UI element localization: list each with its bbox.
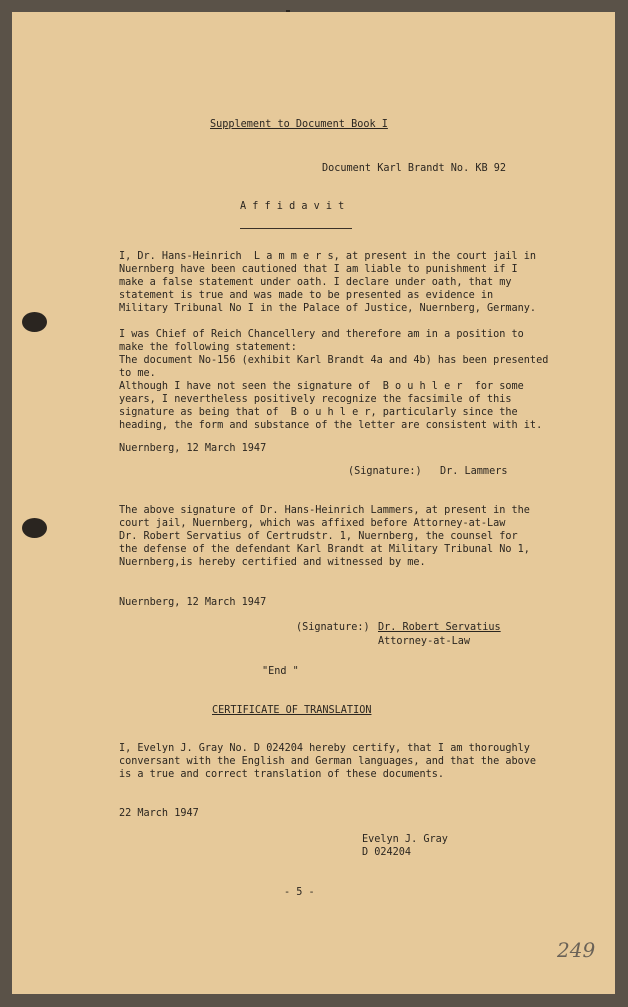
translation-date: 22 March 1947 [119,808,199,819]
paragraph-2-line: I was Chief of Reich Chancellery and therefore am in a position to [119,329,524,340]
place-date-1: Nuernberg, 12 March 1947 [119,443,267,454]
certification-line: Dr. Robert Servatius of Certrudstr. 1, Nuernberg, the counsel for [119,531,518,542]
translation-line: I, Evelyn J. Gray No. D 024204 hereby certify, that I am thoroughly [119,743,530,754]
paragraph-2-line: to me. [119,368,156,379]
paragraph-1-line: Nuernberg have been cautioned that I am liable to punishment if I [119,264,518,275]
supplement-heading: Supplement to Document Book I [210,119,388,130]
paragraph-1-line: Military Tribunal No I in the Palace of Justice, Nuernberg, Germany. [119,303,537,314]
translator-name: Evelyn J. Gray [362,834,448,845]
paragraph-1-line: statement is true and was made to be presented as evidence in [119,290,494,301]
translation-line: is a true and correct translation of these documents. [119,769,445,780]
paragraph-2-line: Although I have not seen the signature of B o u h l e r for some [119,381,524,392]
end-marker: "End " [262,666,299,677]
document-page [12,12,615,994]
handwritten-page-number: 249 [557,938,596,962]
paragraph-2-line: heading, the form and substance of the letter are consistent with it. [119,420,543,431]
paragraph-1-line: I, Dr. Hans-Heinrich L a m m e r s, at present in the court jail in [119,251,537,262]
punch-hole-lower [22,518,47,538]
certification-line: the defense of the defendant Karl Brandt at Military Tribunal No 1, [119,544,530,555]
signature-lammers: (Signature:) Dr. Lammers [348,466,508,477]
affidavit-title: A f f i d a v i t [240,201,345,212]
attorney-title: Attorney-at-Law [378,636,471,647]
signature-servatius: Dr. Robert Servatius [378,622,501,633]
document-reference: Document Karl Brandt No. KB 92 [322,163,507,174]
punch-hole-upper [22,312,47,332]
paragraph-2-line: signature as being that of B o u h l e r, particularly since the [119,407,518,418]
paragraph-2-line: The document No-156 (exhibit Karl Brandt 4a and 4b) has been presented [119,355,549,366]
page-number: - 5 - [284,887,315,898]
title-underline [240,228,352,229]
paragraph-2-line: years, I nevertheless positively recognize the facsimile of this [119,394,512,405]
certification-line: court jail, Nuernberg, which was affixed before Attorney-at-Law [119,518,506,529]
certification-line: Nuernberg,is hereby certified and witnessed by me. [119,557,426,568]
place-date-2: Nuernberg, 12 March 1947 [119,597,267,608]
paragraph-1-line: make a false statement under oath. I declare under oath, that my [119,277,512,288]
paragraph-2-line: make the following statement: [119,342,297,353]
translation-line: conversant with the English and German languages, and that the above [119,756,537,767]
translator-id: D 024204 [362,847,412,858]
certification-line: The above signature of Dr. Hans-Heinrich Lammers, at present in the [119,505,530,516]
signature-label: (Signature:) [296,622,370,633]
translation-certificate-heading: CERTIFICATE OF TRANSLATION [212,705,372,716]
